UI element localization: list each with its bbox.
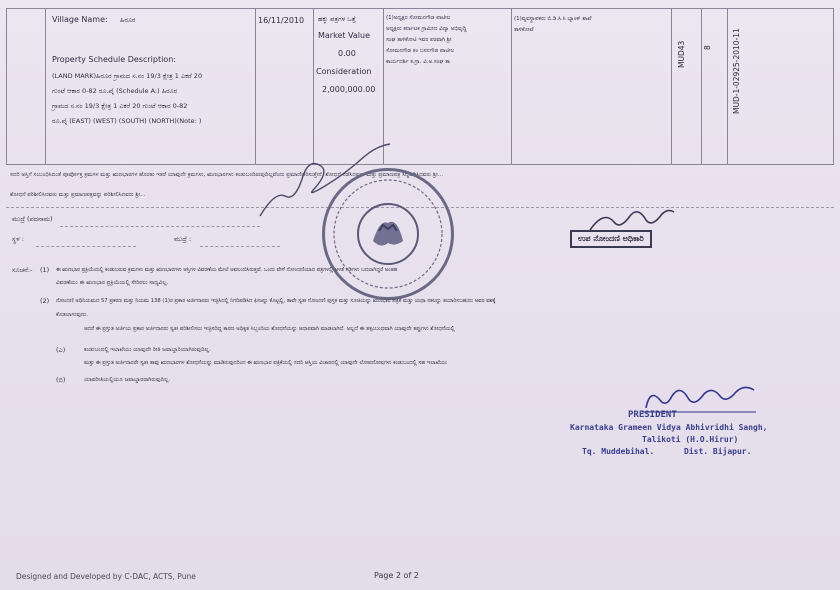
note-a-label: (ಎ) xyxy=(56,346,66,354)
certification-line-1: ಸದರಿ ಅಸ್ತಿಗೆ ಸಂಬಂಧಿಸಿದಂತೆ ಪೂರ್ವೋಕ್ತ ಕ್ರಮಗಳ ಮತ್ತು ಋಣಭಾರಗಳ ಹೊರತು ಇತರೆ ಯಾವುದೇ ಕ್ರಮಗಳು, ಋಣಭಾರಗಳು ಕಂಡುಬಂದಿರುವುದಿಲ್ಲವೆಂದು ಪ್ರಮಾಣೀಕರಿಸುತ್ತೇನೆ. ಶೋಧನೆ ನಡೆಸಿದವರು ಮತ್ತು ಪ್ರಮಾಣಪತ್ರ ಸಿದ್ಧಪಡಿಸಿದವರು ಶ್ರೀ... xyxy=(10,172,444,178)
seal-designation-line xyxy=(60,226,260,227)
market-value: 0.00 xyxy=(338,49,356,58)
note-1-line-1: ಈ ಋಣಭಾರ ಪ್ರಕ್ರಿಯೆಯಲ್ಲಿ ಕಂಡುಬರುವ ಕ್ರಮಗಳು ಮತ್ತು ಋಣಭಾರಗಳು ಆಸ್ತಿಗಳ ವಿವರಣೆಯ ಮೇಲೆ ಅವಲಂಬಿಸಿರುತ್ತವೆ. ಒಂದು ವೇಳೆ ನೋಂದಣಿಯಾದ ಪತ್ರಗಳಲ್ಲಿ ಅಳತೆ ಗಡಿಗಳು ಬದಲಾಗಿದ್ದರೆ ಅಂತಹ xyxy=(56,267,398,273)
property-line-2: ಗುಂಟೆ ಆಕಾರ 0-82 ರೂ.ಪೈ (Schedule A:) ಹಿರೂರ xyxy=(52,87,178,95)
place-line xyxy=(36,246,136,247)
consideration-value: 2,000,000.00 xyxy=(322,85,376,94)
note-2-line-1: ನೋಂದಣಿ ಅಧಿನಿಯಮದ 57 ಪ್ರಕರಣ ಮತ್ತು ನಿಯಮ 138 (1)ರ ಪ್ರಕಾರ ಅರ್ಜಿದಾರರು ಇಚ್ಛಿಸಿದಲ್ಲಿ ನಿಗದಿಪಡಿಸಿದ ಫೀಜನ್ನು ಕೊಟ್ಟಲ್ಲಿ, ತಾವೇ ಸ್ವತಃ ನೋಂದಣಿ ಪುಸ್ತಕ ಮತ್ತು ಸೂಚಿಯನ್ನು ಋಣಭಾರ ಪತ್ರಿಕೆ ಮತ್ತು ಯಥಾ ನಕಲನ್ನು ತಯಾರಿಸಬಹುದು ಅವರ ವಶಕ್ಕೆ xyxy=(56,298,496,304)
bank-line-2: ತಾಳಿಕೋಟೆ xyxy=(514,27,534,33)
party-line-1: (1)ಅಧ್ಯಕ್ಷರ ಸೋಮನಗೌಡ ಪಾಟೀಲ xyxy=(386,15,451,21)
property-line-1: (LAND MARK)ಹಿರೂರ ಗ್ರಾಮದ ಸ.ನಂ 19/3 ಕ್ಷೇತ್ರ 1 ಎಕರೆ 20 xyxy=(52,72,203,80)
village-value: ಹಿರೂರ xyxy=(120,16,136,24)
party-line-4: ಸೋಮನಗೌಡ ತಂ ಬಸನಗೌಡ ಪಾಟೀಲ xyxy=(386,48,455,54)
col-divider xyxy=(701,9,702,164)
party-line-5: ಕಾರ್ಯದರ್ಶಿ ಕ.ಗ್ರಾ. ವಿ.ಅ.ಸಂಘ ತಾ xyxy=(386,59,450,65)
note-2-label: (2) xyxy=(40,297,50,305)
rights-header: ಹಕ್ಕು ಪತ್ರಗಳ ಒತ್ತೆ xyxy=(318,15,356,23)
property-line-3: ಗ್ರಾಮದ ಸ.ನಂ 19/3 ಕ್ಷೇತ್ರ 1 ಎಕರೆ 20 ಗುಂಟೆ ಆಕಾರ 0-82 xyxy=(52,102,188,110)
note-a-line-2: ಮತ್ತು ಈ ಪ್ರಸ್ತುತ ಅರ್ಜಿದಾರರೇ ಸ್ವತಃ ತಾವು ಋಣಭಾರಗಳ ಶೋಧನೆಯನ್ನು ಮಾಡಿರುವುದರಿಂದ ಈ ಋಣಭಾರ ಪತ್ರಿಕೆಯಲ್ಲಿ ಸದರಿ ಆಸ್ತಿಯ ವಿಚಾರದಲ್ಲಿ ಯಾವುದೇ ಲೋಪದೋಷಗಳು ಕಂಡುಬಂದಲ್ಲಿ ಸಹ ಇಲಾಖೆಯು xyxy=(84,360,448,366)
registrar-signature-icon xyxy=(255,136,395,226)
col-divider xyxy=(511,9,512,164)
place-label: ಸ್ಥಳ : xyxy=(12,235,24,243)
president-org-line-1: Karnataka Grameen Vidya Abhivridhi Sangh, xyxy=(570,423,768,432)
doc-code: MUD43 xyxy=(677,40,686,68)
note-2-line-2: ಕೊಡಲಾಗುವುದು. xyxy=(56,312,89,318)
seal-line xyxy=(200,246,280,247)
president-org-line-4: Dist. Bijapur. xyxy=(684,447,752,456)
seal-label: ಮುದ್ರೆ : xyxy=(174,235,192,243)
col-divider xyxy=(45,9,46,164)
registration-date: 16/11/2010 xyxy=(258,16,305,25)
seal-designation-label: ಮುದ್ರೆ (ಪದನಾಮ) xyxy=(12,215,53,223)
party-line-2: ಅಧ್ಯಕ್ಷರು ಕರ್ನಾಟಕ ಗ್ರಾಮೀಣ ವಿದ್ಯಾ ಅಭಿವೃದ್ಧಿ xyxy=(386,26,467,32)
president-org-line-2: Talikoti (H.O.Hirur) xyxy=(642,435,739,444)
village-label: Village Name: xyxy=(52,15,108,24)
market-value-label: Market Value xyxy=(318,31,371,40)
note-1-line-2: ವಿವರಣೆಯು ಈ ಋಣಭಾರ ಪ್ರಕ್ರಿಯೆಯಲ್ಲಿ ಸೇರಿರಲು ಸಾಧ್ಯವಿಲ್ಲ. xyxy=(56,280,169,286)
page-number: Page 2 of 2 xyxy=(374,571,419,580)
note-a-line-1: ಕಂಡುಬಂದಲ್ಲಿ ಇಲಾಖೆಯು ಯಾವುದೇ ರೀತಿ ಜವಾಬ್ದಾರಿಯಾಗಿರುವುದಿಲ್ಲ. xyxy=(84,347,211,353)
note-b-label: (ಬಿ) xyxy=(56,376,66,384)
president-org-line-3: Tq. Muddebihal. xyxy=(582,447,655,456)
sub-registrar-stamp: ಉಪ ನೋಂದಣಿ ಅಧಿಕಾರಿ xyxy=(570,230,652,248)
property-line-4: ರೂ.ಪೈ (EAST) (WEST) (SOUTH) (NORTH)(Note: ) xyxy=(52,117,202,125)
footer-credit: Designed and Developed by C-DAC, ACTS, Pune xyxy=(16,572,196,581)
note-1-label: (1) xyxy=(40,266,50,274)
notes-heading: ಸೂಚನೆ:- xyxy=(12,266,33,274)
consideration-label: Consideration xyxy=(316,67,372,76)
bank-line-1: (1)ವ್ಯವಸ್ಥಾಪಕರು ಬಿ.ಡಿ.ಸಿ.ಸಿ ಬ್ಯಾಂಕ್ ಶಾಖೆ xyxy=(514,16,592,22)
col-divider xyxy=(671,9,672,164)
note-b-line-1: ಯಾವರೀತಿಯಲ್ಲಿಯೂ ಜವಾಬ್ದಾರರಾಗಿರುವುದಿಲ್ಲ. xyxy=(84,377,171,383)
property-desc-label: Property Schedule Description: xyxy=(52,55,176,64)
note-3-line-1: ಆದರೆ ಈ ಪ್ರಸ್ತುತ ಅರ್ಜಿಯ ಪ್ರಕಾರ ಅರ್ಜಿದಾರರು ಸ್ವತಃ ಪರಿಶೀಲಿಸಲು ಇಚ್ಛಿಸದಿದ್ದ ಕಾರಣ ಅಧಿಕೃತ ಸಿಬ್ಬಂದಿಯ ಶೋಧನೆಯನ್ನು ಆಧಾರವಾಗಿ ಮಾಡಲಾಗಿದೆ. ಅಲ್ಲದೆ ಈ ತತ್ಸಂಬಂಧವಾಗಿ ಯಾವುದೇ ತಪ್ಪುಗಳು ಶೋಧನೆಯಲ್ಲಿ xyxy=(84,326,455,332)
registration-number: MUD-1-02925-2010-11 xyxy=(732,28,741,114)
president-title: PRESIDENT xyxy=(628,410,677,420)
certification-line-2: ಶೋಧನೆ ಪರಿಶೀಲಿಸಿದವರು ಮತ್ತು ಪ್ರಮಾಣಪತ್ರವನ್ನು ಪರಿಶೀಲಿಸಿದವರು ಶ್ರೀ... xyxy=(10,192,146,198)
party-line-3: ಸಂಘ ತಾಳಿಕೋಟಿ ಇವರ ಪರವಾಗಿ ಶ್ರೀ xyxy=(386,37,452,43)
col-divider xyxy=(727,9,728,164)
doc-count: 8 xyxy=(703,45,712,50)
